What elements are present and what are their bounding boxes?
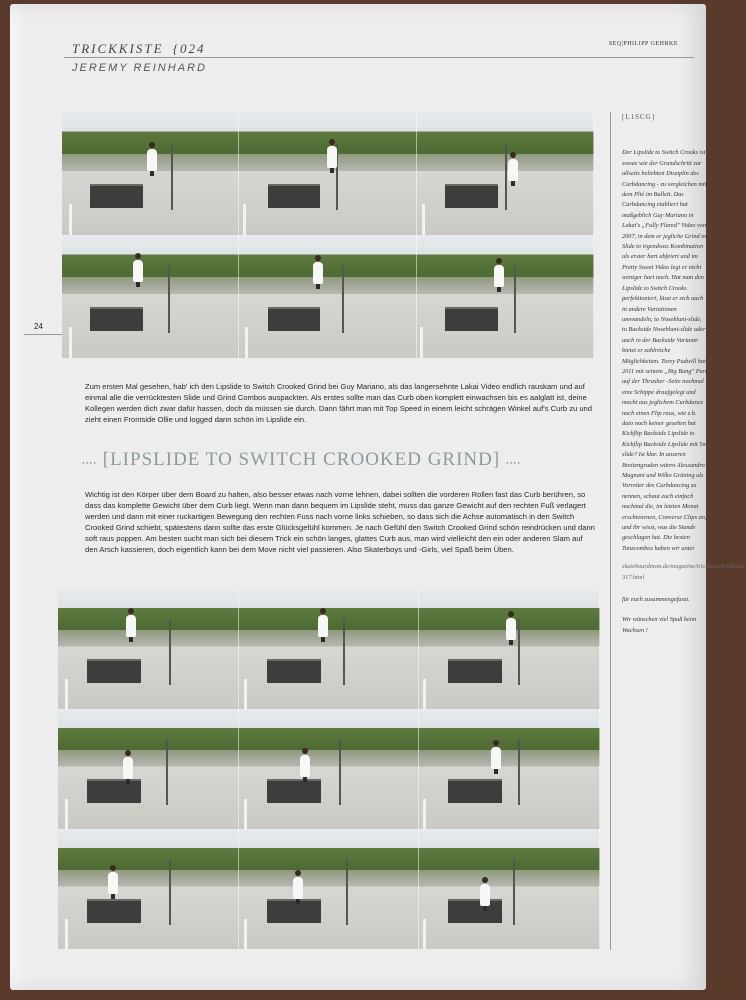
photo-sequence-bottom [58,589,600,949]
photo-credit: SEQ|PHILIPP GEHRKE [608,41,678,47]
sidebar-note: für euch zusammengefasst. [622,596,690,604]
sidebar-closing: Wir wünschen viel Spaß beim Wachsen ! [622,616,697,634]
sidebar-column [622,112,746,636]
sidebar-text: Der Lipslide to Switch Crooks ist sowas wie der Grundschritt zur allseits beliebten Disziplin des Curbdancing - zu vergleichen mit dem Plié im Ballett. Das Curbdancing etabliert hat maßgeblich Guy Mariano in Lakai's „Fully Flared" Video von 2007, in dem er jegliche Grind to Slide to irgendwas Kombination als erster hart abfeiert und im Pretty Sweet Video legt er nicht weniger hart nach. Hat man den Lipslide to Switch Crooks perfektioniert, lässt er sich auch in andere Variationen umwandeln, to Noseblunt-slide, to Backside Noseblunt-slide oder auch in der Backside Variante bietet er zahlreiche Möglichkeiten. Torey Pudwill hat 2011 mit seinem „Big Bang" Part auf der Thrasher -Seite nochmal eine Schippe draufgelegt und macht aus jeglichem Curbdance noch einen Flip raus, wie z.b. dato noch keiner gesehen hat Kickflip Backside Lipslide to Kickflip Backside Lipslide mit 5m slide? Ist klar. In unseren Breitengraden wären Alessandro Magnani und Wilko Grüning als Vorreiter des Curbdancing zu nennen, schaut euch einfach nochmal die, im letzten Monat erschienenen, Converse Clips an, und ihr wisst, was die Stunde geschlagen hat. Die besten Tanzcombos haben wir unter [622,149,707,552]
sequence-frame [62,235,239,358]
sequence-frame [239,589,420,709]
section-header [72,41,205,57]
sequence-frame [417,112,594,235]
instruction-paragraph: Wichtig ist den Körper über dem Board zu halten, also besser etwas nach vorne lehnen, dabei sollten die vorderen Rollen fast das Curb berühren, so dass das komplette Gewicht über dem Curb liegt. Wenn man dann bequem im Lipslide steht, muss das ganze Gewicht auf den rechten Fuß verlagert werden und dann mit einer ruckartigen Bewegung den rechten Fuss nach vorne links schieben, so dass sich die Achse automatisch in den Switch Crooked Grind schiebt, spätestens dann sollte das erste Glücksgefühl kommen. Je nach Gefühl den Switch Crooked Grind schön reindrücken und dann soft raus poppen. Am besten sucht man sich bei diesem Trick ein schön langes, glattes Curb aus, man wird vielleicht den ein oder anderen Slam auf den Arsch kassieren, doch eigentlich kann bei dem Move nicht viel passieren. Also Skaterboys und -Girls, viel Spaß beim Üben. [85,490,595,554]
sequence-frame [417,235,594,358]
sidebar-tag: [L1SCG] [622,113,656,121]
trick-title [82,449,602,471]
section-title: TRICKKISTE [72,41,164,56]
title-dots-right: .... [505,454,521,467]
sequence-frame [419,589,600,709]
sidebar-divider [610,112,611,950]
trick-title-text: [LIPSLIDE TO SWITCH CROOKED GRIND] [102,449,501,470]
magazine-page [10,4,746,990]
sequence-frame [419,709,600,829]
photo-sequence-top [62,112,594,358]
sequence-frame [58,589,239,709]
sequence-frame [62,112,239,235]
author-name: JEREMY REINHARD [72,62,207,74]
sequence-frame [58,829,239,949]
intro-paragraph: Zum ersten Mal gesehen, hab' ich den Lipslide to Switch Crooked Grind bei Guy Mariano, als das langersehnte Lakai Video endlich rauskam und auf einmal alle die verrücktesten Slide und Grind Combos auspackten. Als erstes sollte man das Curb oben komplett einwachsen bis es aalglatt ist, deine Kollegen werden dich zwar dafür hassen, doch da müssen sie durch. Dann fährt man mit Top Speed in einem leicht schrägen Winkel auf's Curb zu und zieht einen Frontside Ollie und logged dann schön im Lipslide ein. [85,382,592,424]
sequence-frame [239,829,420,949]
sequence-frame [58,709,239,829]
sidebar-link[interactable]: skateboardmsm.de/magazine/trickkiste/trickkiste-317.html [622,563,746,581]
title-dots-left: .... [82,454,97,467]
sequence-frame [239,709,420,829]
issue-number: {024 [172,41,206,56]
header-divider [64,57,694,58]
page-number: 24 [34,322,43,331]
sequence-frame [419,829,600,949]
sequence-frame [239,235,416,358]
sequence-frame [239,112,416,235]
